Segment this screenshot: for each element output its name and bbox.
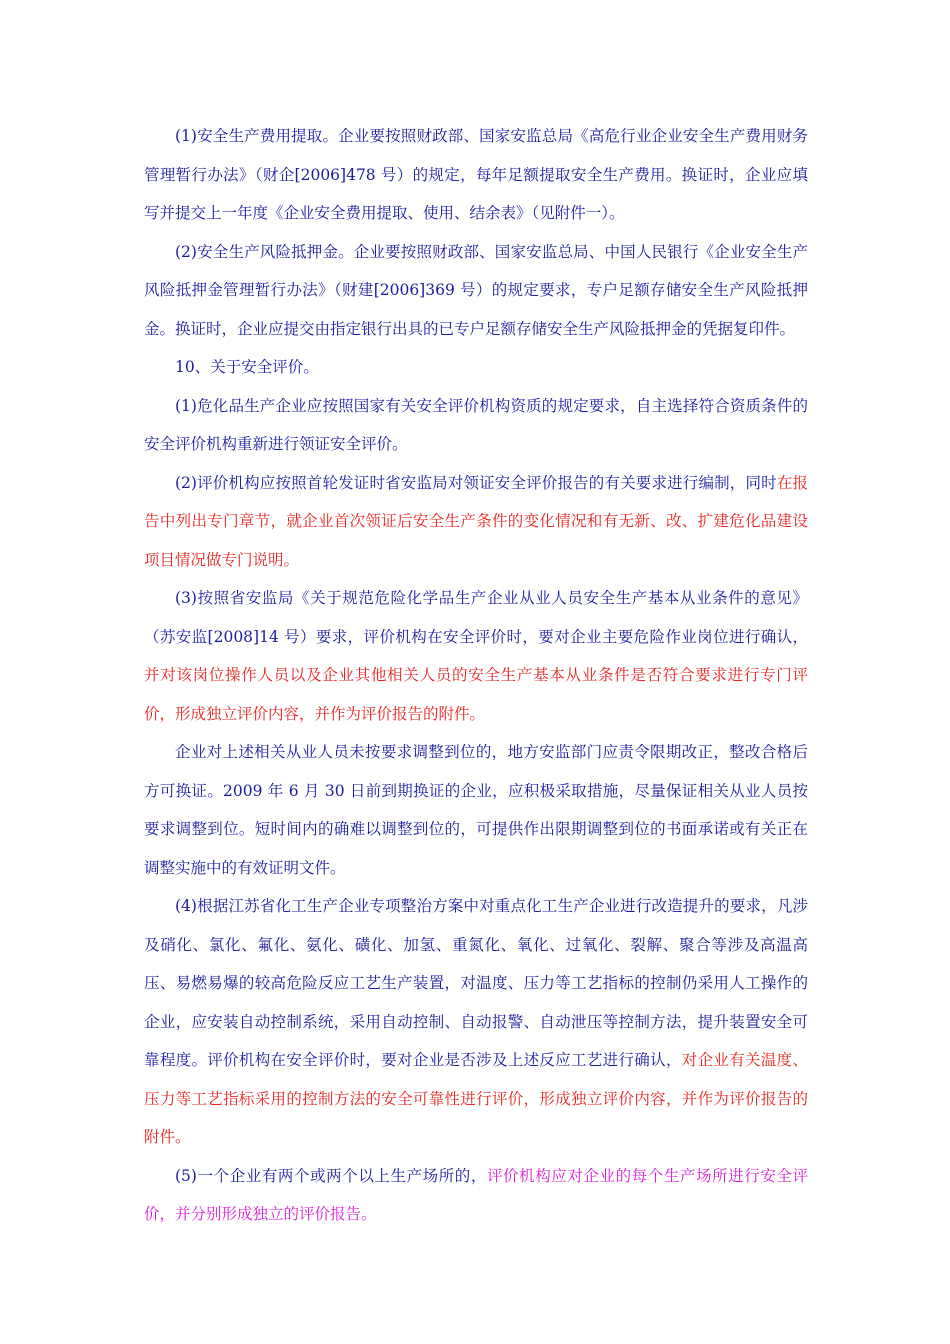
- text-segment: (3)按照省安监局《关于规范危险化学品生产企业从业人员安全生产基本从业条件的意见》（苏安监[2008]14 号）要求，评价机构在安全评价时，要对企业主要危险作业岗位进行确认，: [144, 589, 808, 646]
- highlighted-text-segment: 并对该岗位操作人员以及企业其他相关人员的安全生产基本从业条件是否符合要求进行专门评价，形成独立评价内容，并作为评价报告的附件。: [144, 666, 808, 723]
- highlighted-text-segment: 评价机构应对企业的每个生产场所进行安全评价，并分别形成独立的评价报告。: [144, 1166, 808, 1223]
- highlighted-text-segment: 在报告中列出专门章节，就企业首次领证后安全生产条件的变化情况和有无新、改、扩建危化品建设项目情况做专门说明。: [144, 473, 808, 569]
- document-page: [144, 117, 808, 1234]
- paragraph-process-control: [144, 887, 808, 1157]
- paragraph-evaluation-agency: [144, 387, 808, 464]
- text-segment: (5)一个企业有两个或两个以上生产场所的，: [175, 1166, 487, 1185]
- text-segment: (1)危化品生产企业应按照国家有关安全评价机构资质的规定要求，自主选择符合资质条件的安全评价机构重新进行领证安全评价。: [144, 396, 808, 453]
- paragraph-personnel-adjustment: [144, 733, 808, 887]
- section-heading-safety-evaluation: [144, 348, 808, 387]
- text-segment: 企业对上述相关从业人员未按要求调整到位的，地方安监部门应责令限期改正，整改合格后方可换证。2009 年 6 月 30 日前到期换证的企业，应积极采取措施，尽量保证相关从业人员按要求调整到位。短时间内的确难以调整到位的，可提供作出限期调整到位的书面承诺或有关正在调整实施中的有效证明文件。: [144, 743, 808, 877]
- text-segment: (2)评价机构应按照首轮发证时省安监局对领证安全评价报告的有关要求进行编制，同时: [175, 473, 777, 492]
- text-segment: (4)根据江苏省化工生产企业专项整治方案中对重点化工生产企业进行改造提升的要求，凡涉及硝化、氯化、氟化、氨化、磺化、加氢、重氮化、氧化、过氧化、裂解、聚合等涉及高温高压、易燃易爆的较高危险反应工艺生产装置，对温度、压力等工艺指标的控制仍采用人工操作的企业，应安装自动控制系统，采用自动控制、自动报警、自动泄压等控制方法，提升装置安全可靠程度。评价机构在安全评价时，要对企业是否涉及上述反应工艺进行确认，: [144, 897, 808, 1069]
- paragraph-risk-deposit: [144, 233, 808, 349]
- text-segment: (1)安全生产费用提取。企业要按照财政部、国家安监总局《高危行业企业安全生产费用财务管理暂行办法》（财企[2006]478 号）的规定，每年足额提取安全生产费用。换证时，企业应填写并提交上一年度《企业安全费用提取、使用、结余表》（见附件一）。: [144, 127, 808, 222]
- text-segment: 10、关于安全评价。: [175, 358, 319, 376]
- highlighted-text-segment: 对企业有关温度、压力等工艺指标采用的控制方法的安全可靠性进行评价，形成独立评价内容，并作为评价报告的附件。: [144, 1051, 808, 1146]
- paragraph-personnel-conditions: [144, 579, 808, 733]
- paragraph-multiple-sites: [144, 1157, 808, 1234]
- paragraph-report-chapter: [144, 464, 808, 580]
- text-segment: (2)安全生产风险抵押金。企业要按照财政部、国家安监总局、中国人民银行《企业安全生产风险抵押金管理暂行办法》（财建[2006]369 号）的规定要求，专户足额存储安全生产风险抵押金。换证时，企业应提交由指定银行出具的已专户足额存储安全生产风险抵押金的凭据复印件。: [144, 242, 808, 338]
- paragraph-safety-fee: [144, 117, 808, 233]
